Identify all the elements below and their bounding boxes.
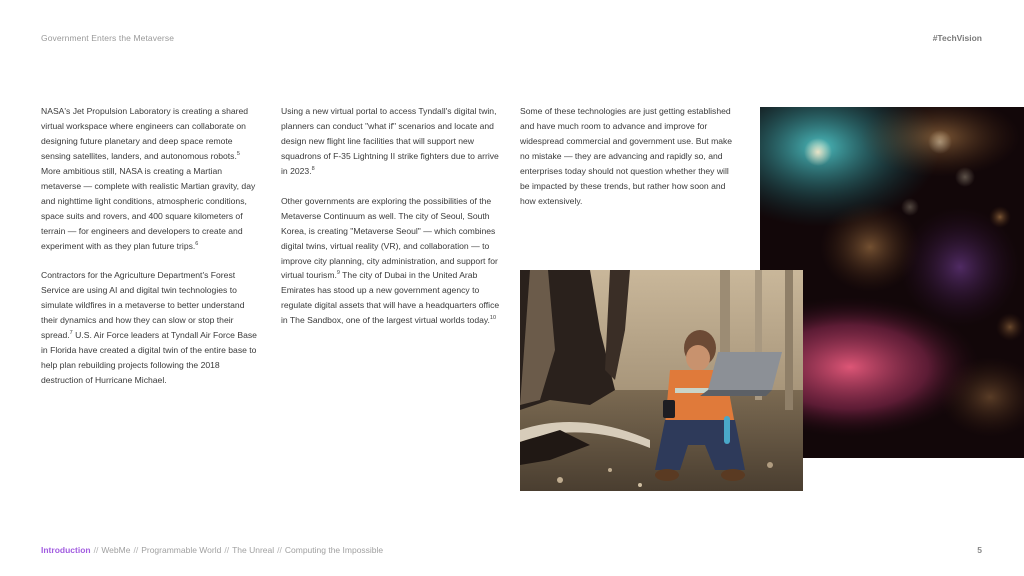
nav-separator: // bbox=[133, 545, 139, 555]
paragraph-text: The city of Dubai in the United Arab Emirates has stood up a new government agency to regulate digital assets that will have a headquarters office in The Sandbox, one of the largest virtual worlds today. bbox=[281, 270, 500, 326]
footnote-ref[interactable]: 8 bbox=[311, 165, 315, 172]
paragraph-text: Other governments are exploring the possibilities of the Metaverse Continuum as well. The city of Seoul, South Korea, is creating "Metaverse Seoul" — which combines digital twins, virtual reality (VR), and collaboration — to improve city planning, city administration, and support for virtual tourism. bbox=[281, 195, 498, 281]
nav-link-webme[interactable]: WebMe bbox=[101, 545, 131, 555]
paragraph bbox=[41, 104, 261, 254]
paragraph bbox=[520, 104, 740, 209]
footnote-ref[interactable]: 6 bbox=[195, 240, 199, 247]
footnote-ref[interactable]: 10 bbox=[489, 315, 497, 322]
paragraph-text: NASA's Jet Propulsion Laboratory is creating a shared virtual workspace where engineers can collaborate on designing future planetary and deep space remote sensing satellites, landers, and autonomous robots. bbox=[41, 106, 249, 161]
paragraph-text: Some of these technologies are just getting established and have much room to advance and improve for widespread commercial and government use. But make no mistake — they are advancing and rapidly so, and enterprises today should not question whether they will be impacted by these trends, but rather how soon and how extensively. bbox=[520, 106, 733, 206]
text-column-1 bbox=[41, 104, 261, 388]
nav-separator: // bbox=[277, 545, 282, 555]
nav-link-the-unreal[interactable]: The Unreal bbox=[232, 545, 275, 555]
paragraph-text: Contractors for the Agriculture Department's Forest Service are using AI and digital twin technologies to simulate wildfires in a metaverse to better understand their dynamics and how they can slow or stop their spread. bbox=[41, 270, 245, 341]
nav-link-programmable-world[interactable]: Programmable World bbox=[141, 545, 222, 555]
section-nav bbox=[41, 545, 383, 555]
paragraph-text: Using a new virtual portal to access Tyndall's digital twin, planners can conduct "what if" scenarios and locate and design new flight line facilities that will support new squadrons of F-35 Lightning II strike fighters due to arrive in 2023. bbox=[281, 106, 499, 176]
forest-ranger-photo bbox=[520, 270, 803, 491]
paragraph bbox=[281, 194, 501, 329]
page-header-title: Government Enters the Metaverse bbox=[41, 33, 175, 43]
paragraph-text: U.S. Air Force leaders at Tyndall Air Force Base in Florida have created a digital twin of the entire base to help plan rebuilding projects following the 2018 destruction of Hurricane Michael. bbox=[41, 330, 257, 386]
footnote-ref[interactable]: 7 bbox=[69, 330, 73, 337]
paragraph bbox=[41, 268, 261, 388]
paragraph bbox=[281, 104, 501, 179]
footnote-ref[interactable]: 9 bbox=[336, 270, 340, 277]
text-column-2 bbox=[281, 104, 501, 328]
tech-vision-tag: #TechVision bbox=[932, 33, 982, 43]
footnote-ref[interactable]: 5 bbox=[236, 151, 240, 157]
nav-separator: // bbox=[224, 545, 230, 555]
text-column-3 bbox=[520, 104, 740, 209]
nav-link-computing-the-impossible[interactable]: Computing the Impossible bbox=[284, 545, 384, 555]
nav-link-introduction[interactable]: Introduction bbox=[41, 545, 91, 555]
nav-separator: // bbox=[93, 545, 99, 555]
paragraph-text: More ambitious still, NASA is creating a Martian metaverse — complete with realistic Martian gravity, day and nighttime light conditions, atmospheric conditions, space suits and rovers, and 400 square kilometers of terrain — for engineers and developers to create and experiment with as they plan future trips. bbox=[41, 165, 256, 251]
page-number: 5 bbox=[977, 545, 982, 555]
